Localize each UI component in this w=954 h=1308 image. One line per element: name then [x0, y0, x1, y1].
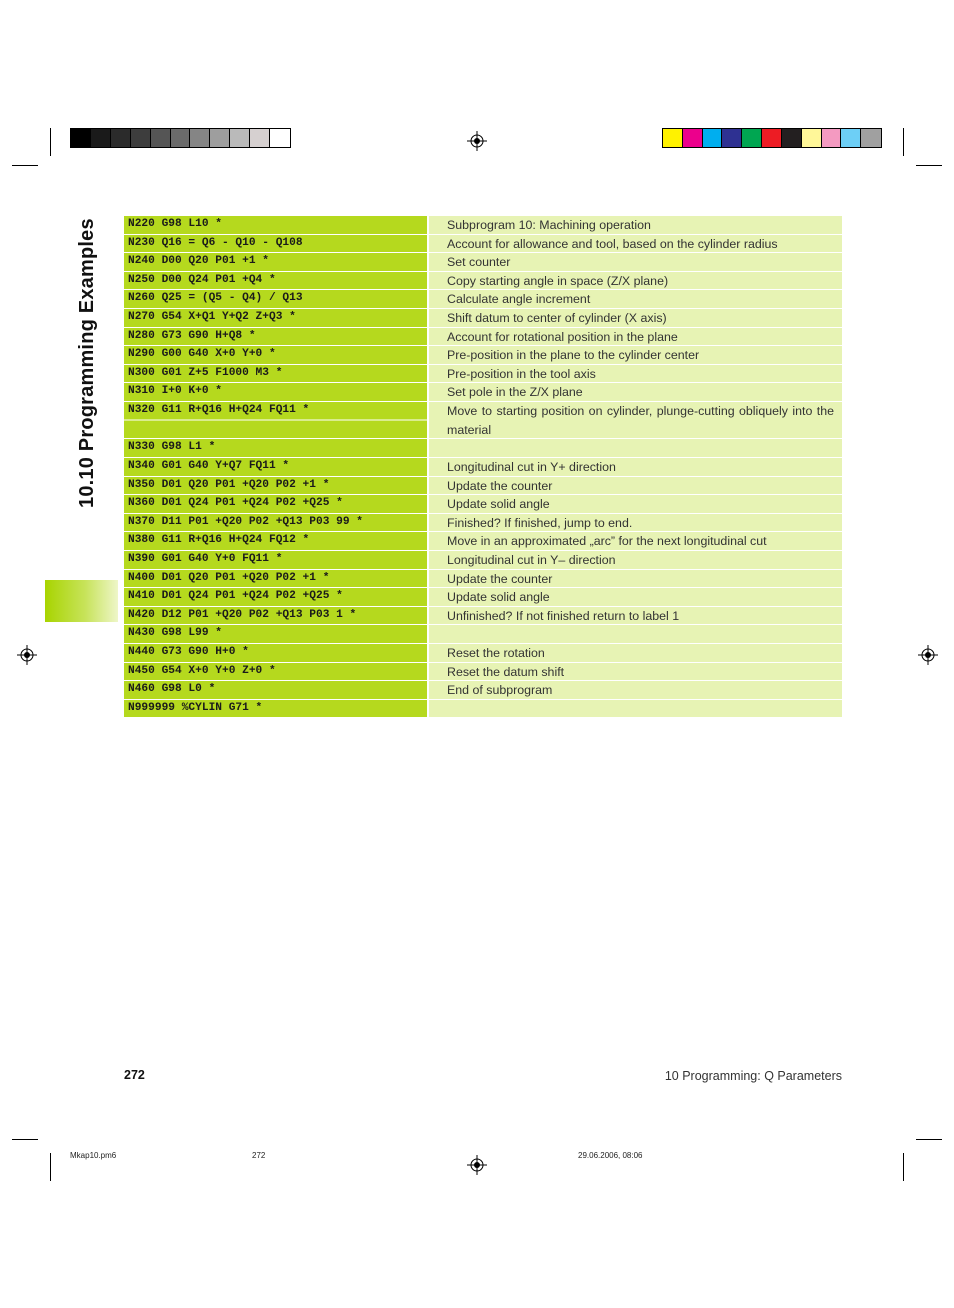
section-tab-marker — [45, 580, 118, 622]
program-row — [124, 532, 842, 550]
color-swatch — [762, 129, 782, 147]
code-description — [429, 439, 842, 457]
page-number: 272 — [124, 1068, 145, 1082]
nc-code: N270 G54 X+Q1 Y+Q2 Z+Q3 * — [124, 309, 427, 327]
nc-code: N450 G54 X+0 Y+0 Z+0 * — [124, 663, 427, 681]
color-swatch — [802, 129, 822, 147]
nc-code: N300 G01 Z+5 F1000 M3 * — [124, 365, 427, 383]
code-description: Update the counter — [429, 570, 842, 588]
color-swatch — [71, 129, 91, 147]
program-row — [124, 272, 842, 290]
code-description: Finished? If finished, jump to end. — [429, 514, 842, 532]
color-swatch — [822, 129, 842, 147]
section-title: 10.10 Programming Examples — [76, 218, 98, 508]
grayscale-bar — [70, 128, 291, 148]
program-row — [124, 607, 842, 625]
color-swatch — [190, 129, 210, 147]
color-bar — [662, 128, 882, 148]
color-swatch — [663, 129, 683, 147]
program-row — [124, 625, 842, 643]
program-row — [124, 551, 842, 569]
code-description: Account for rotational position in the plane — [429, 328, 842, 346]
code-description: Reset the rotation — [429, 644, 842, 662]
color-swatch — [171, 129, 191, 147]
program-row — [124, 495, 842, 513]
nc-code: N370 D11 P01 +Q20 P02 +Q13 P03 99 * — [124, 514, 427, 532]
color-swatch — [742, 129, 762, 147]
code-description: Account for allowance and tool, based on the cylinder radius — [429, 235, 842, 253]
code-description: Longitudinal cut in Y+ direction — [429, 458, 842, 476]
nc-code: N360 D01 Q24 P01 +Q24 P02 +Q25 * — [124, 495, 427, 513]
program-row — [124, 216, 842, 234]
color-swatch — [210, 129, 230, 147]
program-row — [124, 402, 842, 438]
slug-file: Mkap10.pm6 — [70, 1151, 117, 1160]
program-row — [124, 588, 842, 606]
nc-code: N390 G01 G40 Y+0 FQ11 * — [124, 551, 427, 569]
chapter-title: 10 Programming: Q Parameters — [664, 1069, 842, 1083]
code-description: Longitudinal cut in Y– direction — [429, 551, 842, 569]
nc-code: N260 Q25 = (Q5 - Q4) / Q13 — [124, 290, 427, 308]
program-row — [124, 477, 842, 495]
color-swatch — [683, 129, 703, 147]
registration-mark-icon — [918, 645, 938, 665]
color-swatch — [782, 129, 802, 147]
color-swatch — [230, 129, 250, 147]
code-description: Subprogram 10: Machining operation — [429, 216, 842, 234]
nc-code: N410 D01 Q24 P01 +Q24 P02 +Q25 * — [124, 588, 427, 606]
nc-code: N340 G01 G40 Y+Q7 FQ11 * — [124, 458, 427, 476]
nc-code: N440 G73 G90 H+0 * — [124, 644, 427, 662]
code-description: Calculate angle increment — [429, 290, 842, 308]
code-description: Update solid angle — [429, 495, 842, 513]
crop-mark — [903, 128, 904, 156]
nc-code: N290 G00 G40 X+0 Y+0 * — [124, 346, 427, 364]
nc-code: N350 D01 Q20 P01 +Q20 P02 +1 * — [124, 477, 427, 495]
nc-code: N250 D00 Q24 P01 +Q4 * — [124, 272, 427, 290]
program-row — [124, 235, 842, 253]
nc-code: N220 G98 L10 * — [124, 216, 427, 234]
registration-mark-icon — [17, 645, 37, 665]
registration-mark-icon — [467, 131, 487, 151]
crop-mark — [12, 1139, 38, 1140]
code-description: Move in an approximated „arc” for the next longitudinal cut — [429, 532, 842, 550]
crop-mark — [12, 165, 38, 166]
color-swatch — [131, 129, 151, 147]
program-row — [124, 309, 842, 327]
slug-date: 29.06.2006, 08:06 — [578, 1151, 643, 1160]
code-description — [429, 625, 842, 643]
code-description — [429, 700, 842, 718]
crop-mark — [916, 1139, 942, 1140]
color-swatch — [861, 129, 881, 147]
code-description: Copy starting angle in space (Z/X plane) — [429, 272, 842, 290]
nc-code: N420 D12 P01 +Q20 P02 +Q13 P03 1 * — [124, 607, 427, 625]
color-swatch — [111, 129, 131, 147]
program-row — [124, 700, 842, 718]
color-swatch — [703, 129, 723, 147]
program-row — [124, 365, 842, 383]
code-description: Set counter — [429, 253, 842, 271]
code-description: Reset the datum shift — [429, 663, 842, 681]
color-swatch — [841, 129, 861, 147]
color-swatch — [250, 129, 270, 147]
code-description: Update solid angle — [429, 588, 842, 606]
code-description: Move to starting position on cylinder, plunge-cutting obliquely into the material — [429, 402, 842, 438]
code-description: Unfinished? If not finished return to label 1 — [429, 607, 842, 625]
code-description: End of subprogram — [429, 681, 842, 699]
nc-code: N240 D00 Q20 P01 +1 * — [124, 253, 427, 271]
nc-code: N430 G98 L99 * — [124, 625, 427, 643]
program-row — [124, 570, 842, 588]
slug-page: 272 — [252, 1151, 266, 1160]
code-description: Shift datum to center of cylinder (X axis) — [429, 309, 842, 327]
nc-code: N460 G98 L0 * — [124, 681, 427, 699]
code-description: Set pole in the Z/X plane — [429, 383, 842, 401]
color-swatch — [722, 129, 742, 147]
nc-code: N230 Q16 = Q6 - Q10 - Q108 — [124, 235, 427, 253]
nc-code: N280 G73 G90 H+Q8 * — [124, 328, 427, 346]
program-row — [124, 328, 842, 346]
crop-mark — [903, 1153, 904, 1181]
program-row — [124, 346, 842, 364]
color-swatch — [270, 129, 290, 147]
nc-code: N999999 %CYLIN G71 * — [124, 700, 427, 718]
registration-mark-icon — [467, 1155, 487, 1175]
program-row — [124, 290, 842, 308]
program-row — [124, 663, 842, 681]
program-row — [124, 458, 842, 476]
crop-mark — [50, 1153, 51, 1181]
crop-mark — [916, 165, 942, 166]
crop-mark — [50, 128, 51, 156]
program-listing — [124, 216, 842, 718]
program-row — [124, 253, 842, 271]
nc-code: N310 I+0 K+0 * — [124, 383, 427, 401]
program-row — [124, 644, 842, 662]
nc-code: N320 G11 R+Q16 H+Q24 FQ11 * — [124, 402, 427, 438]
nc-code: N400 D01 Q20 P01 +Q20 P02 +1 * — [124, 570, 427, 588]
program-row — [124, 514, 842, 532]
code-description: Pre-position in the plane to the cylinder center — [429, 346, 842, 364]
code-description: Update the counter — [429, 477, 842, 495]
program-row — [124, 383, 842, 401]
color-swatch — [151, 129, 171, 147]
nc-code: N330 G98 L1 * — [124, 439, 427, 457]
color-swatch — [91, 129, 111, 147]
program-row — [124, 681, 842, 699]
program-row — [124, 439, 842, 457]
nc-code: N380 G11 R+Q16 H+Q24 FQ12 * — [124, 532, 427, 550]
code-description: Pre-position in the tool axis — [429, 365, 842, 383]
